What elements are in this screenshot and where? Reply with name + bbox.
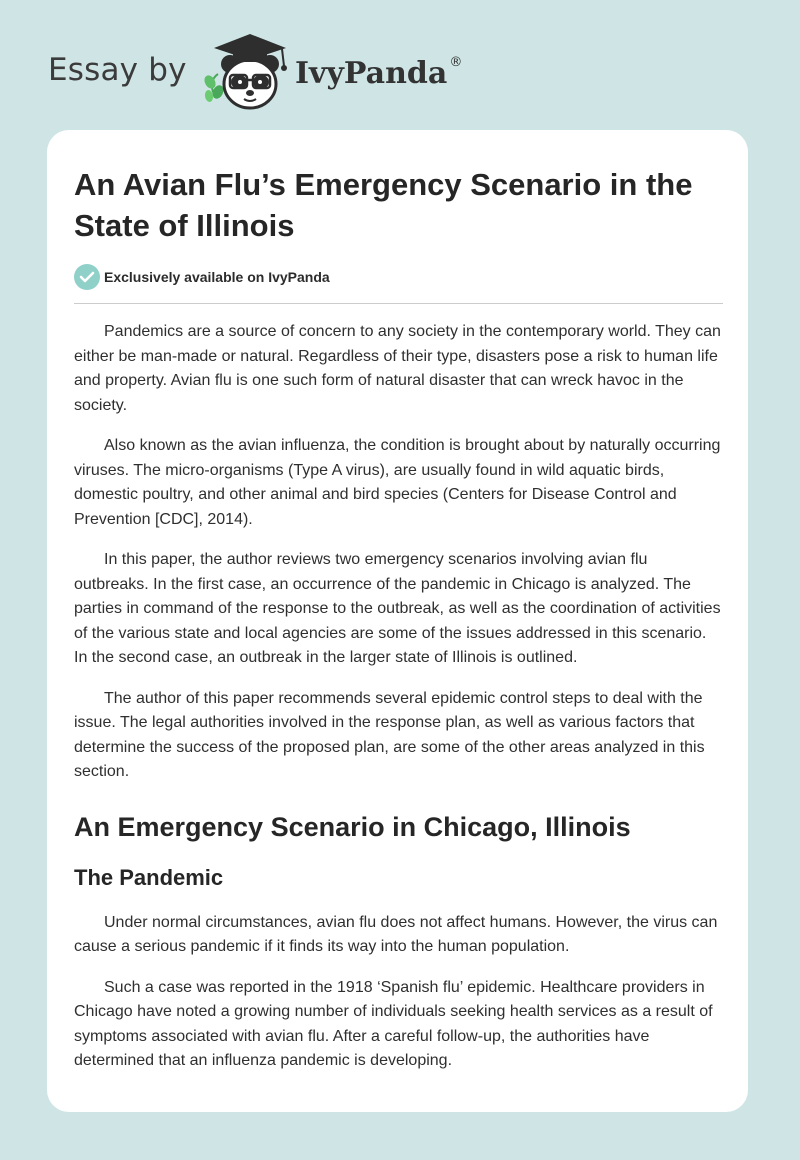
site-header — [48, 30, 548, 114]
paragraph: Pandemics are a source of concern to any society in the contemporary world. They can either be man-made or natural. Regardless of their type, disasters pose a risk to human life and property. Avian flu is one such form of natural disaster that can wreck havoc in the society. — [74, 323, 721, 414]
essay-card — [47, 130, 748, 1112]
paragraph: Under normal circumstances, avian flu does not affect humans. However, the virus can cause a serious pandemic if it finds its way into the human population. — [74, 913, 718, 955]
essay-body — [74, 320, 724, 1090]
subsection-heading: The Pandemic — [74, 864, 224, 890]
essay-by-label: Essay by — [48, 52, 187, 88]
panda-logo-icon[interactable] — [200, 30, 296, 114]
exclusive-label: Exclusively available on IvyPanda — [104, 269, 330, 285]
registered-mark: ® — [449, 55, 463, 70]
brand-text: IvyPanda — [295, 56, 448, 91]
section-heading: An Emergency Scenario in Chicago, Illinois — [74, 811, 631, 842]
exclusive-badge — [74, 264, 330, 290]
check-circle-icon — [74, 264, 100, 290]
essay-title: An Avian Flu’s Emergency Scenario in the State of Illinois — [74, 167, 693, 243]
paragraph: Also known as the avian influenza, the condition is brought about by naturally occurring viruses. The micro-organisms (Type A virus), are usually found in wild aquatic birds, domestic poultry, and other animal and bird species (Centers for Disease Control and Prevention [CDC], 2014). — [74, 437, 721, 528]
paragraph: In this paper, the author reviews two emergency scenarios involving avian flu outbreaks. In the first case, an occurrence of the pandemic in Chicago is analyzed. The parties in command of the response to the outbreak, as well as the coordination of activities of the various state and local agencies are some of the issues addressed in this scenario. In the second case, an outbreak in the larger state of Illinois is outlined. — [74, 551, 721, 666]
paragraph: The author of this paper recommends several epidemic control steps to deal with the issue. The legal authorities involved in the response plan, as well as various factors that determine the success of the proposed plan, are some of the other areas analyzed in this section. — [74, 689, 705, 780]
brand-name[interactable] — [295, 56, 462, 91]
paragraph: Such a case was reported in the 1918 ‘Spanish flu’ epidemic. Healthcare providers in Chicago have noted a growing number of individuals seeking health services as a result of symptoms associated with avian flu. After a careful follow-up, the authorities have determined that an influenza pandemic is developing. — [74, 978, 713, 1069]
title-divider — [74, 303, 723, 304]
